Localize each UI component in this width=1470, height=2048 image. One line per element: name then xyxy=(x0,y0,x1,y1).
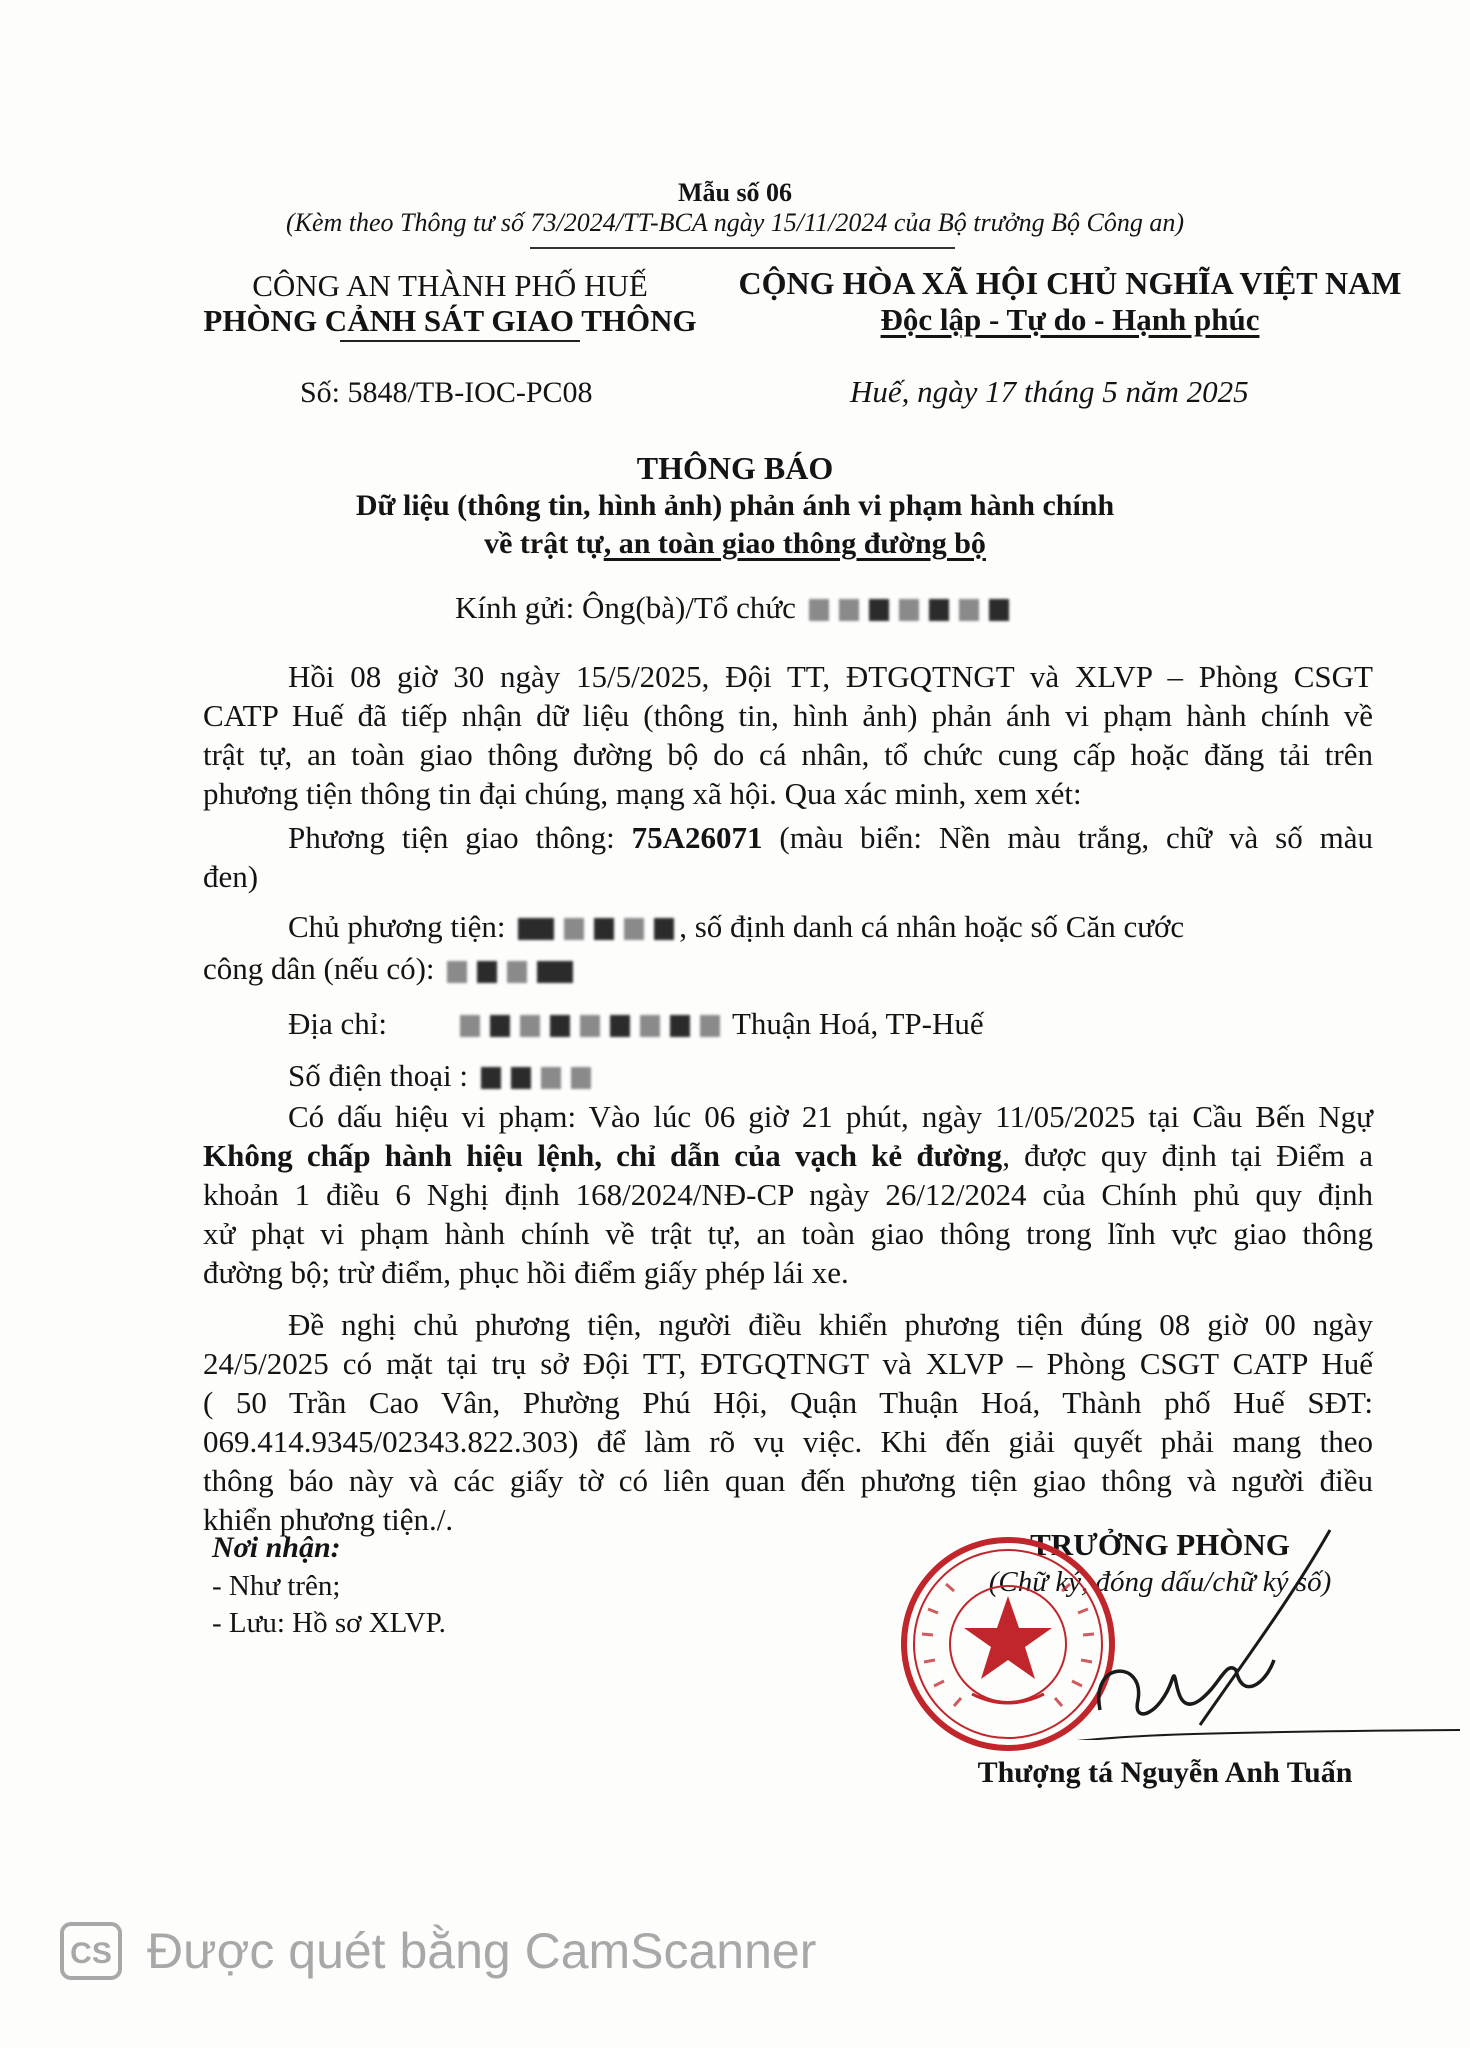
camscanner-watermark: Được quét bằng CamScanner xyxy=(147,1923,817,1979)
country-motto: Độc lập - Tự do - Hạnh phúc xyxy=(880,302,1260,337)
redacted-owner-id xyxy=(442,953,578,992)
document-subtitle-2: về trật tự, an toàn giao thông đường bộ xyxy=(484,527,986,560)
handwritten-signature xyxy=(1060,1510,1460,1740)
country-line1: CỘNG HÒA XÃ HỘI CHỦ NGHĨA VIỆT NAM xyxy=(738,265,1402,301)
recipients-title: Nơi nhận: xyxy=(212,1531,341,1564)
camscanner-logo-icon xyxy=(60,1922,122,1980)
form-number: Mẫu số 06 xyxy=(677,178,793,207)
paragraph-violation: Có dấu hiệu vi phạm: Vào lúc 06 giờ 21 phút, ngày 11/05/2025 tại Cầu Bến Ngự Không chấp hành hiệu lệnh, chỉ dẫn của vạch kẻ đường, được quy định tại Điểm a khoản 1 điều 6 Nghị định 168/2024/NĐ-CP ngày 26/12/2024 của Chính phủ quy định xử phạt vi phạm hành chính về trật tự, an toàn giao thông trong lĩnh vực giao thông đường bộ; trừ điểm, phục hồi điểm giấy phép lái xe. xyxy=(203,1099,1374,1290)
signer-note: (Chữ ký, đóng dấu/chữ ký số) xyxy=(988,1566,1332,1598)
violation-description: Không chấp hành hiệu lệnh, chỉ dẫn của vạch kẻ đường xyxy=(203,1138,1003,1173)
address-line: Địa chỉ: Thuận Hoá, TP-Huế xyxy=(203,1004,1373,1046)
redacted-owner-name xyxy=(513,910,679,949)
signer-name: Thượng tá Nguyễn Anh Tuấn xyxy=(977,1756,1353,1789)
redacted-address xyxy=(455,1007,725,1046)
recipient-line xyxy=(455,590,1014,629)
document-title: THÔNG BÁO xyxy=(636,450,834,486)
paragraph-request: Đề nghị chủ phương tiện, người điều khiển phương tiện đúng 08 giờ 00 ngày 24/5/2025 có mặt tại trụ sở Đội TT, ĐTGQTNGT và XLVP – Phòng CSGT CATP Huế ( 50 Trần Cao Vân, Phường Phú Hội, Quận Thuận Hoá, Thành phố Huế SĐT: 069.414.9345/02343.822.303) để làm rõ vụ việc. Khi đến giải quyết phải mang theo thông báo này và các giấy tờ có liên quan đến phương tiện giao thông và người điều khiển phương tiện./. xyxy=(203,1307,1373,1537)
divider xyxy=(530,247,955,249)
recipient-label: Kính gửi: Ông(bà)/Tổ chức xyxy=(455,590,796,625)
vehicle-info: Phương tiện giao thông: 75A26071 (màu biển: Nền màu trắng, chữ và số màu đen) xyxy=(203,820,1373,894)
paragraph-intake: Hồi 08 giờ 30 ngày 15/5/2025, Đội TT, ĐTGQTNGT và XLVP – Phòng CSGT CATP Huế đã tiếp nhận dữ liệu (thông tin, hình ảnh) phản ánh vi phạm hành chính về trật tự, an toàn giao thông đường bộ do cá nhân, tổ chức cung cấp hoặc đăng tải trên phương tiện thông tin đại chúng, mạng xã hội. Qua xác minh, xem xét: xyxy=(203,659,1373,811)
place-date: Huế, ngày 17 tháng 5 năm 2025 xyxy=(850,374,1249,409)
license-plate: 75A26071 xyxy=(631,820,763,855)
form-reference: (Kèm theo Thông tư số 73/2024/TT-BCA ngày 15/11/2024 của Bộ trưởng Bộ Công an) xyxy=(285,208,1185,237)
recipients-item-2: - Lưu: Hồ sơ XLVP. xyxy=(212,1607,446,1639)
redacted-recipient xyxy=(804,593,1014,629)
agency-line1: CÔNG AN THÀNH PHỐ HUẾ xyxy=(252,268,648,303)
recipients-item-1: - Như trên; xyxy=(212,1570,341,1602)
agency-underline xyxy=(340,340,580,342)
signer-title: TRƯỞNG PHÒNG xyxy=(1030,1527,1290,1562)
owner-info: Chủ phương tiện: , số định danh cá nhân hoặc số Căn cước công dân (nếu có): xyxy=(203,907,1373,992)
redacted-phone xyxy=(476,1059,596,1098)
phone-line: Số điện thoại : xyxy=(203,1056,1373,1098)
document-subtitle-1: Dữ liệu (thông tin, hình ảnh) phản ánh vi phạm hành chính xyxy=(355,489,1115,522)
agency-line2: PHÒNG CẢNH SÁT GIAO THÔNG xyxy=(203,303,697,338)
document-number: Số: 5848/TB-IOC-PC08 xyxy=(300,376,593,409)
camscanner-logo-text: CS xyxy=(70,1937,112,1970)
